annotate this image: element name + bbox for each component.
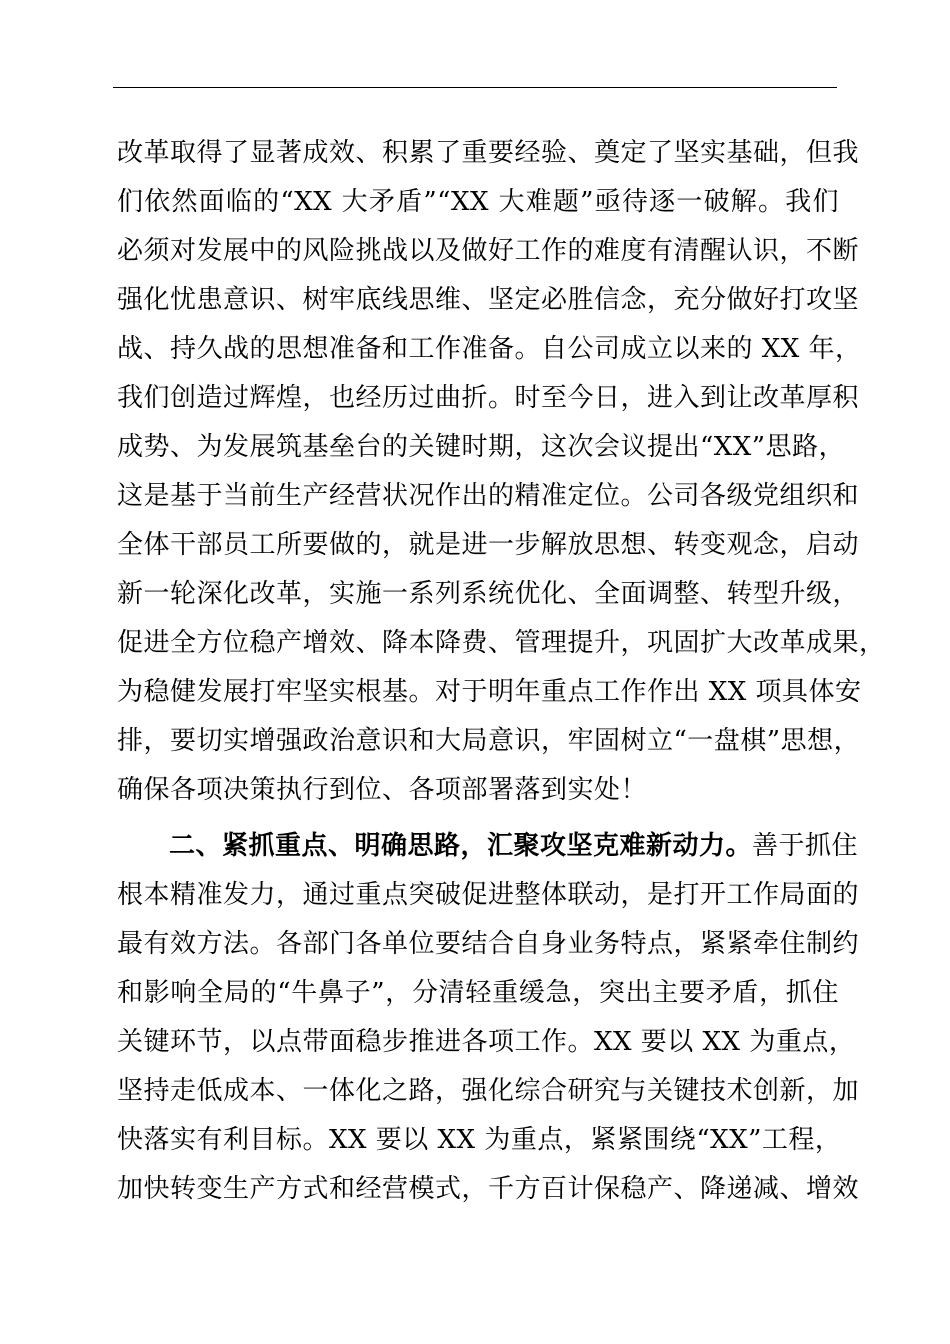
paragraph-line: 为稳健发展打牢坚实根基。对于明年重点工作作出 XX 项具体安 (117, 677, 862, 707)
paragraph-line: 战、持久战的思想准备和工作准备。自公司成立以来的 XX 年， (117, 334, 862, 364)
paragraph-line: 最有效方法。各部门各单位要结合自身业务特点，紧紧牵住制约 (117, 929, 860, 959)
paragraph-line: 关键环节，以点带面稳步推进各项工作。XX 要以 XX 为重点， (117, 1027, 856, 1057)
paragraph-1 (117, 129, 886, 815)
paragraph-line: 必须对发展中的风险挑战以及做好工作的难度有清醒认识，不断 (117, 236, 860, 266)
paragraph-line: 加快转变生产方式和经营模式，千方百计保稳产、降递减、增效 (117, 1174, 860, 1204)
paragraph-line: 坚持走低成本、一体化之路，强化综合研究与关键技术创新，加 (117, 1076, 860, 1106)
paragraph-line: 强化忧患意识、树牢底线思维、坚定必胜信念，充分做好打攻坚 (117, 285, 860, 315)
paragraph-line: 排，要切实增强政治意识和大局意识，牢固树立“一盘棋”思想， (117, 726, 861, 756)
paragraph-line: 新一轮深化改革，实施一系列系统优化、全面调整、转型升级， (117, 579, 860, 609)
section-heading: 二、紧抓重点、明确思路，汇聚攻坚克难新动力。 (169, 831, 753, 861)
paragraph-line: 确保各项决策执行到位、各项部署落到实处！ (117, 775, 648, 805)
paragraph-first-line (117, 822, 859, 871)
paragraph-2 (117, 822, 860, 1214)
paragraph-line: 促进全方位稳产增效、降本降费、管理提升，巩固扩大改革成果， (117, 628, 886, 658)
paragraph-line: 和影响全局的“牛鼻子”，分清轻重缓急，突出主要矛盾，抓住 (117, 978, 839, 1008)
paragraph-line: 全体干部员工所要做的，就是进一步解放思想、转变观念，启动 (117, 530, 860, 560)
paragraph-line: 改革取得了显著成效、积累了重要经验、奠定了坚实基础，但我 (117, 138, 860, 168)
header-rule (113, 87, 837, 88)
paragraph-line: 这是基于当前生产经营状况作出的精准定位。公司各级党组织和 (117, 481, 860, 511)
paragraph-line: 快落实有利目标。XX 要以 XX 为重点，紧紧围绕“XX”工程， (117, 1125, 842, 1155)
paragraph-text: 善于抓住 (752, 831, 859, 861)
paragraph-line: 们依然面临的“XX 大矛盾”“XX 大难题”亟待逐一破解。我们 (117, 187, 839, 217)
paragraph-line: 我们创造过辉煌，也经历过曲折。时至今日，进入到让改革厚积 (117, 383, 860, 413)
paragraph-line: 根本精准发力，通过重点突破促进整体联动，是打开工作局面的 (117, 880, 860, 910)
paragraph-line: 成势、为发展筑基垒台的关键时期，这次会议提出“XX”思路， (117, 432, 846, 462)
